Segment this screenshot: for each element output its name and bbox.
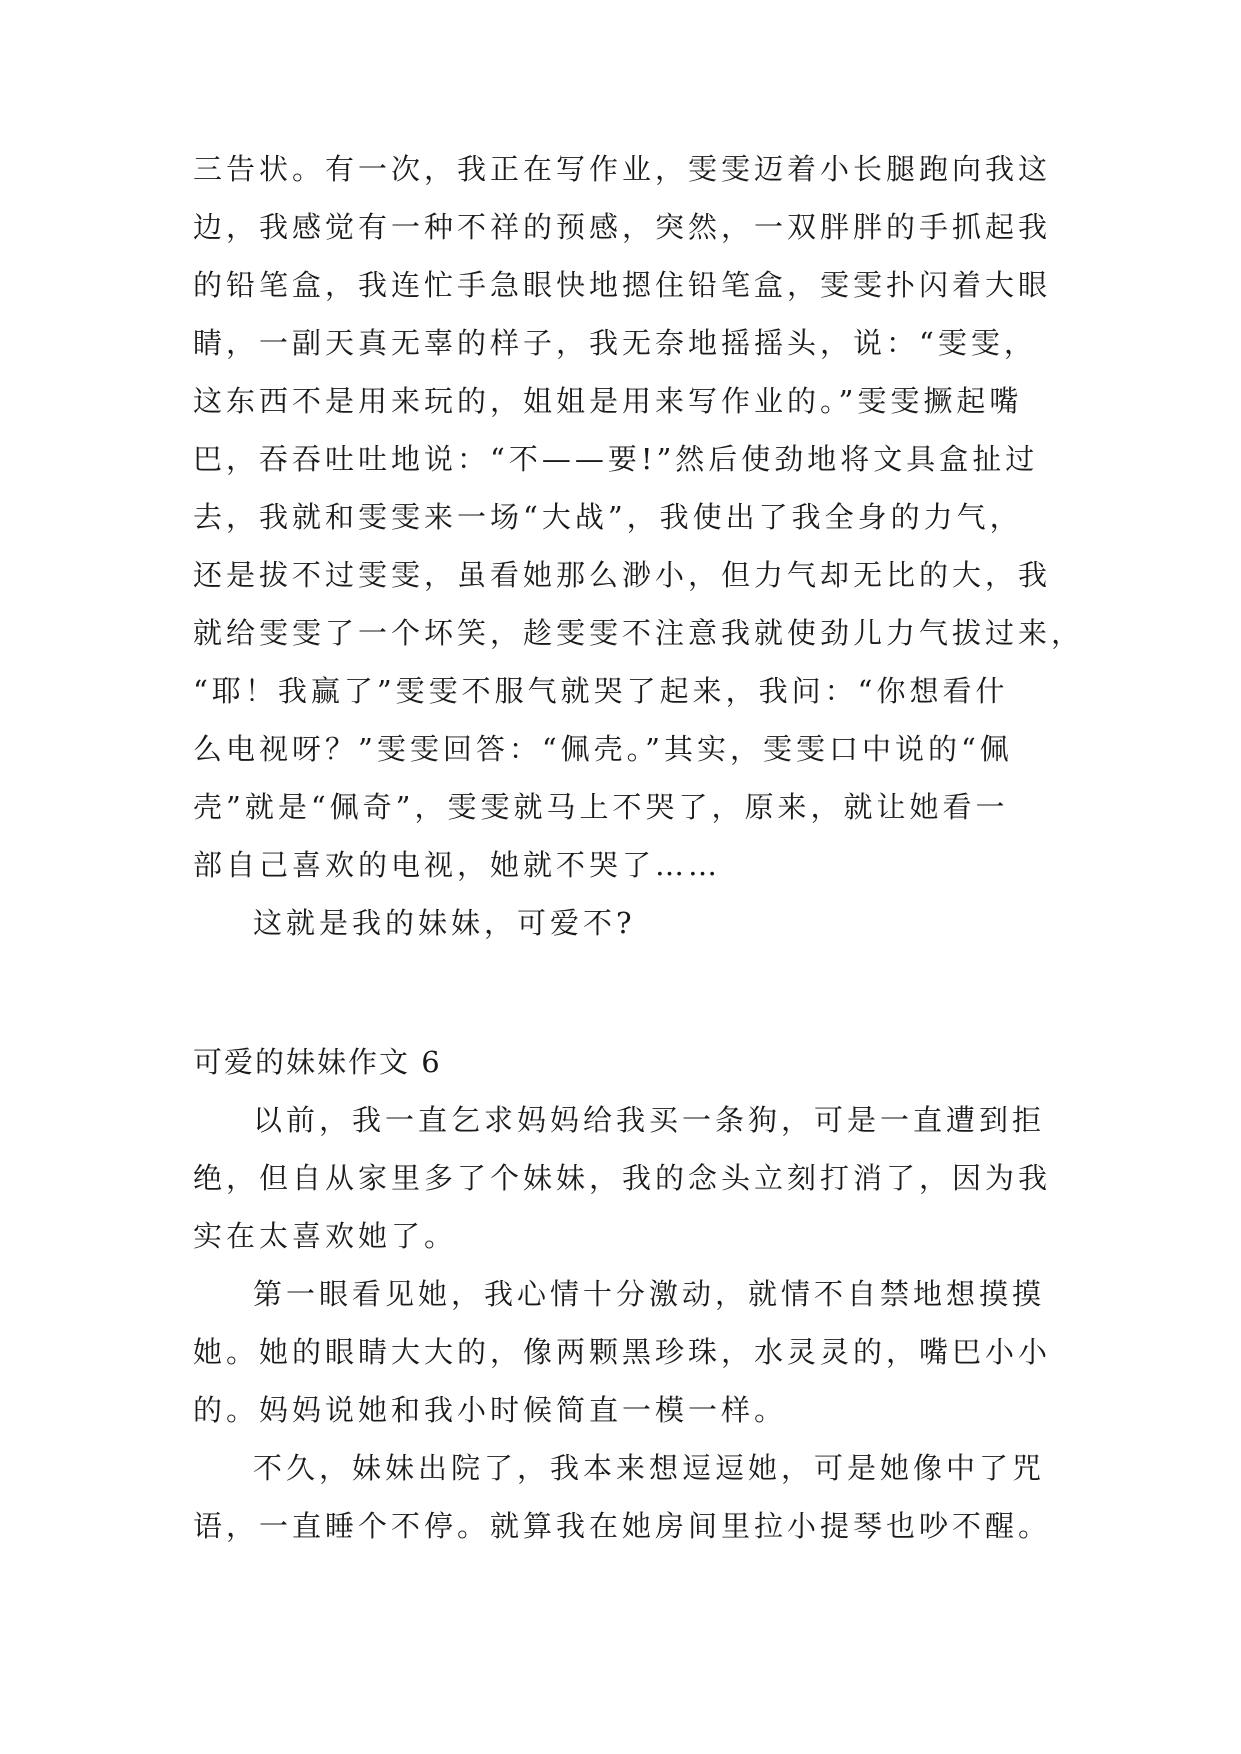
paragraph-line: 绝，但自从家里多了个妹妹，我的念头立刻打消了，因为我	[193, 1161, 1052, 1195]
section-title: 可爱的妹妹作文 6	[193, 1045, 442, 1079]
paragraph-line: 以前，我一直乞求妈妈给我买一条狗，可是一直遭到拒	[253, 1103, 1046, 1137]
paragraph-line: 巴，吞吞吐吐地说：“不——要!”然后使劲地将文具盒扯过	[193, 442, 1039, 476]
paragraph-line: 的。妈妈说她和我小时候简直一模一样。	[193, 1393, 788, 1427]
paragraph-line: 这东西不是用来玩的，姐姐是用来写作业的。”雯雯撅起嘴	[193, 384, 1023, 418]
paragraph-line: 边，我感觉有一种不祥的预感，突然，一双胖胖的手抓起我	[193, 210, 1052, 244]
paragraph-line: “耶！我赢了”雯雯不服气就哭了起来，我问：“你想看什	[193, 674, 1009, 708]
paragraph-line: 么电视呀？”雯雯回答：“佩壳。”其实，雯雯口中说的“佩	[193, 732, 1013, 766]
closing-line: 这就是我的妹妹，可爱不?	[253, 906, 636, 940]
paragraph-line: 她。她的眼睛大大的，像两颗黑珍珠，水灵灵的，嘴巴小小	[193, 1335, 1052, 1369]
paragraph-line: 第一眼看见她，我心情十分激动，就情不自禁地想摸摸	[253, 1277, 1046, 1311]
paragraph-line: 语，一直睡个不停。就算我在她房间里拉小提琴也吵不醒。	[193, 1509, 1052, 1543]
paragraph-line: 睛，一副天真无辜的样子，我无奈地摇摇头，说：“雯雯，	[193, 326, 1037, 360]
paragraph-line: 不久，妹妹出院了，我本来想逗逗她，可是她像中了咒	[253, 1451, 1046, 1485]
paragraph-line: 壳”就是“佩奇”，雯雯就马上不哭了，原来，就让她看一	[193, 790, 1009, 824]
paragraph-line: 的铅笔盒，我连忙手急眼快地摁住铅笔盒，雯雯扑闪着大眼	[193, 268, 1052, 302]
paragraph-line: 就给雯雯了一个坏笑，趁雯雯不注意我就使劲儿力气拔过来，	[193, 616, 1085, 650]
paragraph-line: 还是拔不过雯雯，虽看她那么渺小，但力气却无比的大，我	[193, 558, 1052, 592]
paragraph-line: 实在太喜欢她了。	[193, 1219, 458, 1253]
paragraph-line: 部自己喜欢的电视，她就不哭了……	[193, 848, 722, 882]
paragraph-line: 三告状。有一次，我正在写作业，雯雯迈着小长腿跑向我这	[193, 152, 1052, 186]
paragraph-line: 去，我就和雯雯来一场“大战”，我使出了我全身的力气，	[193, 500, 1023, 534]
